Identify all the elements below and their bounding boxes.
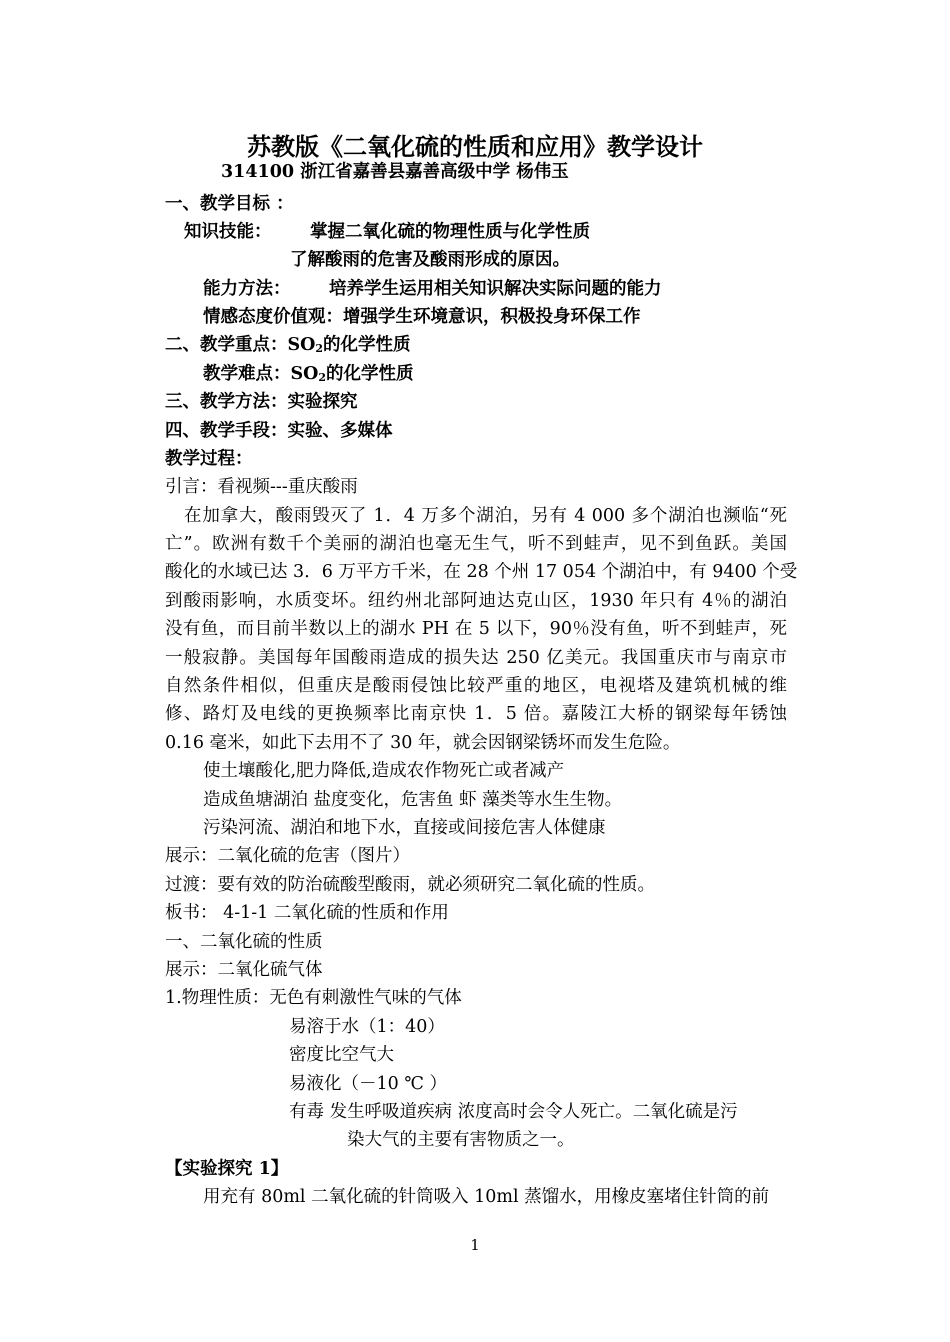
knowledge-item-1: 掌握二氧化硫的物理性质与化学性质 [310, 222, 590, 242]
paragraph-line: 自然条件相似，但重庆是酸雨侵蚀比较严重的地区，电视塔及建筑机械的维 [165, 676, 787, 696]
paragraph-line: 亡”。欧洲有数千个美丽的湖泊也毫无生气，听不到蛙声，见不到鱼跃。美国 [165, 534, 787, 554]
harm-item-2: 造成鱼塘湖泊 盐度变化，危害鱼 虾 藻类等水生生物。 [203, 790, 623, 810]
knowledge-label: 知识技能： [184, 222, 272, 242]
paragraph-line: 没有鱼，而目前半数以上的湖水 PH 在 5 以下，90％没有鱼，听不到蛙声，死 [165, 619, 787, 639]
physical-property-liquefaction: 易液化（－10 ℃ ） [289, 1074, 447, 1094]
difficult-point-prefix: 教学难点：SO [203, 364, 319, 384]
physical-property-density: 密度比空气大 [289, 1045, 394, 1065]
knowledge-item-2: 了解酸雨的危害及酸雨形成的原因。 [290, 250, 570, 270]
difficult-point-subscript: 2 [318, 371, 327, 384]
intro-line: 引言：看视频---重庆酸雨 [165, 477, 358, 497]
ability-text: 培养学生运用相关知识解决实际问题的能力 [329, 279, 662, 299]
harm-item-1: 使土壤酸化,肥力降低,造成农作物死亡或者减产 [203, 761, 565, 781]
section-objectives: 一、教学目标 ： [165, 194, 294, 214]
emotion-objective: 情感态度价值观：增强学生环境意识，积极投身环保工作 [203, 307, 641, 327]
physical-property-toxicity-cont: 染大气的主要有害物质之一。 [347, 1130, 575, 1150]
document-title: 苏教版《二氧化硫的性质和应用》教学设计 [247, 132, 703, 161]
key-point-subscript: 2 [315, 342, 324, 355]
harm-item-3: 污染河流、湖泊和地下水，直接或间接危害人体健康 [203, 818, 606, 838]
show-gas-line: 展示：二氧化硫气体 [165, 960, 323, 980]
paragraph-line: 酸化的水域已达 3．6 万平方千米，在 28 个州 17 054 个湖泊中，有 9400 个受 [165, 562, 798, 582]
physical-property-solubility: 易溶于水（1：40） [289, 1017, 445, 1037]
paragraph-line: 0.16 毫米，如此下去用不了 30 年，就会因钢梁锈坏而发生危险。 [165, 733, 681, 753]
paragraph-line: 在加拿大，酸雨毁灭了 1．4 万多个湖泊，另有 4 000 多个湖泊也濒临“死 [184, 506, 787, 526]
process-heading: 教学过程： [165, 449, 253, 469]
physical-property-toxicity: 有毒 发生呼吸道疾病 浓度高时会令人死亡。二氧化硫是污 [289, 1102, 738, 1122]
experiment-title: 【实验探究 1】 [165, 1159, 289, 1179]
key-point-prefix: 二、教学重点：SO [165, 335, 316, 355]
section-method: 三、教学方法：实验探究 [165, 392, 358, 412]
physical-properties: 1.物理性质：无色有刺激性气味的气体 [165, 988, 462, 1008]
difficult-point [203, 362, 414, 386]
paragraph-line: 到酸雨影响，水质变坏。纽约州北部阿迪达克山区，1930 年只有 4％的湖泊 [165, 591, 787, 611]
difficult-point-suffix: 的化学性质 [326, 364, 414, 384]
paragraph-line: 修、路灯及电线的更换频率比南京快 1．5 倍。嘉陵江大桥的钢梁每年锈蚀 [165, 704, 787, 724]
paragraph-line: 一般寂静。美国每年国酸雨造成的损失达 250 亿美元。我国重庆市与南京市 [165, 648, 787, 668]
page-number: 1 [470, 1236, 480, 1254]
key-point [165, 333, 411, 357]
board-line: 板书： 4-1-1 二氧化硫的性质和作用 [165, 903, 449, 923]
show-harm-line: 展示：二氧化硫的危害（图片） [165, 846, 410, 866]
author-line: 314100 浙江省嘉善县嘉善高级中学 杨伟玉 [221, 162, 569, 182]
section-means: 四、教学手段：实验、多媒体 [165, 421, 393, 441]
key-point-suffix: 的化学性质 [323, 335, 411, 355]
section-properties: 一、二氧化硫的性质 [165, 932, 323, 952]
experiment-text: 用充有 80ml 二氧化硫的针筒吸入 10ml 蒸馏水，用橡皮塞堵住针筒的前 [203, 1187, 770, 1207]
transition-line: 过渡：要有效的防治硫酸型酸雨，就必须研究二氧化硫的性质。 [165, 875, 655, 895]
ability-label: 能力方法： [203, 279, 291, 299]
